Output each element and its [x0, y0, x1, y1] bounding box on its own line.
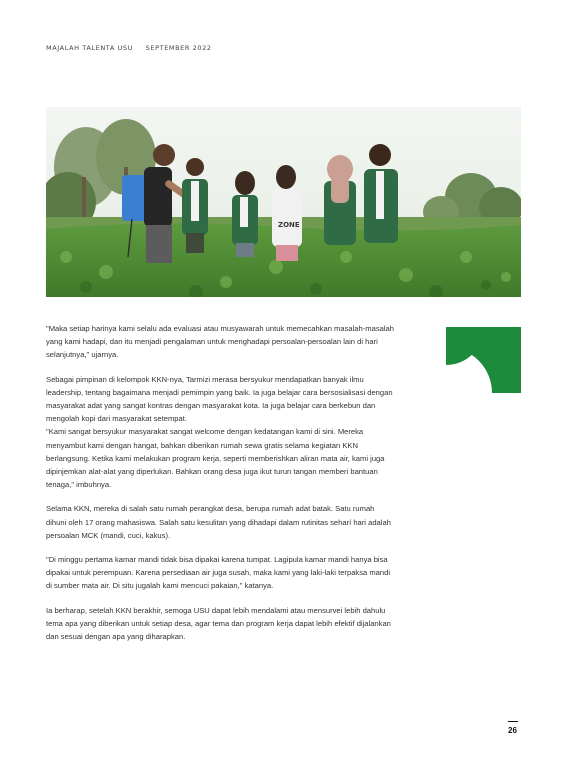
running-header: [46, 44, 212, 52]
issue-date: SEPTEMBER 2022: [145, 44, 212, 52]
paragraph: Sebagai pimpinan di kelompok KKN-nya, Tarmizi merasa bersyukur mendapatkan banyak ilmu leadership, tentang bagaimana menjadi pemimpin yang baik. Ia juga belajar cara bersosialisasi dengan masyarakat adat yang sangat kontras dengan masyarakat kota. Ia juga belajar cara berkebun dan mengolah kopi dari masyarakat setempat.: [46, 374, 393, 424]
publication-name: MAJALAH TALENTA USU: [46, 44, 133, 52]
paragraph: Ia berharap, setelah KKN berakhir, semoga USU dapat lebih mendalami atau mensurvei lebih dahulu tema apa yang diberikan untuk setiap desa, agar tema dan program kerja dapat lebih efektif dijalankan dan sesuai dengan apa yang diharapkan.: [46, 605, 391, 642]
page-number: 26: [508, 726, 517, 735]
student-3: [232, 171, 258, 257]
decorative-quarter-circle: [446, 327, 521, 393]
shirt-text: ZONE: [278, 221, 300, 229]
paragraph: "Maka setiap harinya kami selalu ada evaluasi atau musyawarah untuk memecahkan masalah-masalah yang kami hadapi, dan itu menjadi pengalaman untuk menghadapi persoalan-persoalan lain di hari selanjutnya," ujarnya.: [46, 324, 394, 360]
paragraph: Selama KKN, mereka di salah satu rumah perangkat desa, berupa rumah adat batak. Satu rumah dihuni oleh 17 orang mahasiswa. Salah satu kesulitan yang dihadapi dalam rutinitas seharí hari adalah persoalan MCK (mandi, cuci, kakus).: [46, 504, 391, 540]
student-5: [324, 155, 356, 245]
paragraph: "Di minggu pertama kamar mandi tidak bisa dipakai karena tumpat. Lagipula kamar mandi hanya bisa dipakai untuk perempuan. Karena persediaan air juga susah, maka kami yang laki-laki terpaksa mandi di sumber mata air. Di situ jugalah kami mencuci pakaian," katanya.: [46, 555, 391, 591]
paragraph: "Kami sangat bersyukur masyarakat sangat welcome dengan kedatangan kami di sini. Mereka menyambut kami dengan hangat, bahkan diberikan rumah sewa gratis selama kegiatan KKN berlangsung. Ketika kami melakukan program kerja, seperti memberishkan aliran mata air, kami juga dipinjemkan alat-alat yang diperlukan. Bahkan orang desa juga ikut turun tangan memberi bantuan tenaga," imbuhnya.: [46, 427, 385, 490]
article-photo: [46, 107, 521, 297]
article-body: [46, 322, 396, 654]
field-scene-illustration: [46, 107, 521, 297]
